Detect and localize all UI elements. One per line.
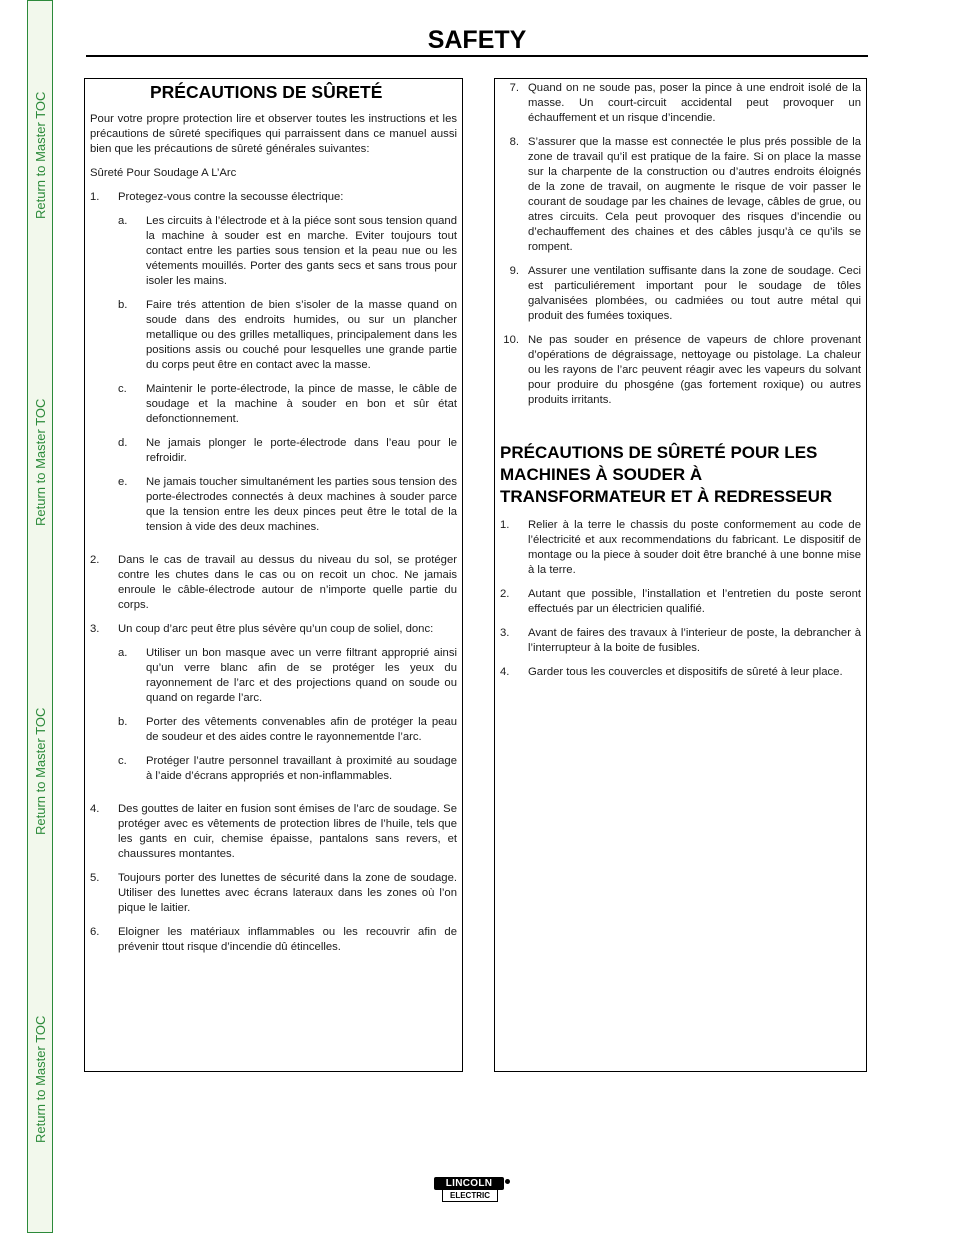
- sub-item-text: Utiliser un bon masque avec un verre filtrant approprié ainsi qu’un verre blanc afin de se protéger les yeux du rayonnement de l’arc et des projections quand on soude ou quand on regarde l’arc.: [146, 647, 457, 704]
- item-number: 3.: [500, 627, 510, 639]
- item-body: [118, 925, 457, 955]
- item-text: Un coup d’arc peut être plus sévère qu’un coup de soliel, donc:: [118, 623, 434, 635]
- sub-item-letter: e.: [118, 476, 128, 488]
- item-number: 5.: [90, 872, 100, 884]
- sub-item-letter: a.: [118, 647, 128, 659]
- subsection-title: Sûreté Pour Soudage A L’Arc: [90, 167, 237, 179]
- item-text: Ne pas souder en présence de vapeurs de chlore provenant d’opérations de dégraissage, nettoyage ou pistolage. La chaleur ou les rayons de l’arc peuvent réagir avec les vapeurs du solvant pour produire du phosgéne (gas fortement roxique) ou autres produits irritants.: [528, 334, 861, 406]
- item-text: Assurer une ventilation suffisante dans la zone de soudage. Ceci est particuliérement important pour le soudage de tôles galvanisées plombées, ou cadmiées ou tout autre métal qui produit des fumées toxiques.: [528, 265, 861, 322]
- sub-item: [118, 475, 457, 535]
- item-number: 4.: [90, 803, 100, 815]
- list-item: [500, 264, 861, 324]
- list-item: [500, 587, 861, 617]
- list-item: [500, 81, 861, 126]
- item-text: Protegez-vous contre la secousse électrique:: [118, 191, 344, 203]
- sub-item-letter: a.: [118, 215, 128, 227]
- sub-item: [118, 382, 457, 427]
- item-text: Eloigner les matériaux inflammables ou les recouvrir afin de prévenir ttout risque d’incendie dû étincelles.: [118, 926, 457, 953]
- list-item: [500, 135, 861, 255]
- return-to-master-toc-link[interactable]: Return to Master TOC: [33, 398, 48, 526]
- item-text: Autant que possible, l’installation et l’entretien du poste seront effectués par un électricien qualifié.: [528, 588, 861, 615]
- sub-item: [118, 298, 457, 373]
- sub-item: [118, 754, 457, 784]
- return-to-master-toc-link[interactable]: Return to Master TOC: [33, 1015, 48, 1143]
- logo-lincoln-text: LINCOLN: [434, 1177, 504, 1190]
- item-number: 2.: [90, 554, 100, 566]
- registered-mark-icon: [505, 1179, 510, 1184]
- item-number: 7.: [509, 82, 519, 94]
- sub-item-text: Protéger l’autre personnel travaillant à proximité au soudage à l’aide d’écrans appropriés et non-inflammables.: [146, 755, 457, 782]
- list-item: [90, 871, 457, 916]
- right-column: [494, 78, 867, 1072]
- item-text: Garder tous les couvercles et dispositifs de sûreté à leur place.: [528, 666, 843, 678]
- sub-item-letter: d.: [118, 437, 128, 449]
- item-number: 8.: [509, 136, 519, 148]
- sub-item-letter: b.: [118, 716, 128, 728]
- item-text: Toujours porter des lunettes de sécurité dans la zone de soudage. Utiliser des lunettes avec écrans lateraux dans les zones où l’on pique le laitier.: [118, 872, 457, 914]
- item-body: [118, 871, 457, 916]
- title-divider: [86, 55, 868, 57]
- item-number: 9.: [509, 265, 519, 277]
- sub-item-text: Faire trés attention de bien s’isoler de la masse quand on soude dans des endroits humides, ou sur un plancher metallique ou des grilles metalliques, principalement dans les positions assis ou couché pour lesquelles une grande partie du corps peut être en contact avec la masse.: [146, 299, 457, 371]
- sub-item-text: Maintenir le porte-électrode, la pince de masse, le câble de soudage et la machine à souder en bon et sûr état defonctionnement.: [146, 383, 457, 425]
- sub-item: [118, 436, 457, 466]
- list-item: [500, 333, 861, 408]
- item-text: Avant de faires des travaux à l’interieur de poste, la debrancher à l’interrupteur à la boite de fusibles.: [528, 627, 861, 654]
- precautions-list-continued: [500, 81, 861, 408]
- intro-paragraph: Pour votre propre protection lire et observer toutes les instructions et les précautions de sûreté specifiques qui parraissent dans ce manuel aussi bien que les précautions de sûreté générales suivantes:: [90, 113, 457, 155]
- page-title: SAFETY: [427, 26, 527, 54]
- item-number: 3.: [90, 623, 100, 635]
- return-to-master-toc-link[interactable]: Return to Master TOC: [33, 91, 48, 219]
- sub-item-letter: c.: [118, 383, 127, 395]
- section-heading-transformer: PRÉCAUTIONS DE SÛRETÉ POUR LES MACHINES À SOUDER À TRANSFORMATEUR ET À REDRESSEUR: [500, 443, 833, 506]
- item-text: Dans le cas de travail au dessus du niveau du sol, se protéger contre les chutes dans le cas ou on recoit un choc. Ne jamais enroule le câble-électrode autour de n’importe quelle partie du corps.: [118, 554, 457, 611]
- precautions-list: [90, 190, 457, 955]
- toc-sidebar: [27, 0, 53, 1233]
- item-body: [118, 553, 457, 613]
- list-item: [500, 665, 861, 680]
- item-number: 6.: [90, 926, 100, 938]
- item-number: 1.: [500, 519, 510, 531]
- item-body: [118, 190, 457, 544]
- list-item: [90, 925, 457, 955]
- list-item: [500, 518, 861, 578]
- sub-item-text: Ne jamais toucher simultanément les parties sous tension des porte-électrodes connectés à deux machines à souder parce que la tension entre les deux pinces peut être le total de la tension à vide des deux machines.: [146, 476, 457, 533]
- item-number: 1.: [90, 191, 100, 203]
- sub-item-letter: b.: [118, 299, 128, 311]
- lincoln-electric-logo: [434, 1177, 510, 1203]
- sub-item: [118, 214, 457, 289]
- item-text: Des gouttes de laiter en fusion sont émises de l’arc de soudage. Se protéger avec es vêtements de protection libres de l’huile, tels que les gants en cuir, chemise épaisse, pantalons sans revers, et chaussures montantes.: [118, 803, 457, 860]
- item-text: Relier à la terre le chassis du poste conformement au code de l’électricité et aux recommendations du fabricant. Le dispositif de montage ou la piece à souder doit être branché à une bonne mise à la terre.: [528, 519, 861, 576]
- item-number: 4.: [500, 666, 510, 678]
- sub-item: [118, 646, 457, 706]
- item-body: [118, 622, 457, 793]
- item-text: Quand on ne soude pas, poser la pince à une endroit isolé de la masse. Un court-circuit accidental peut provoquer un échauffement et un risque d’incendie.: [528, 82, 861, 124]
- item-number: 10.: [503, 334, 519, 346]
- section-heading: PRÉCAUTIONS DE SÛRETÉ: [150, 82, 383, 102]
- item-text: S’assurer que la masse est connectée le plus prés possible de la zone de travail qu’il est pratique de la faire. Si on place la masse sur la charpente de la construction ou d’autres endroits éloignés de la zone de travail, on augmente le risque de voir passer le courant de soudage par les chaines de levage, câbles de grue, ou atres circuits. Cela peut provoquer des risques d’incendie ou d’echauffement des chaines et des câbles jusqu’à ce qu’ils se rompent.: [528, 136, 861, 253]
- sub-item-text: Les circuits à l’électrode et à la piéce sont sous tension quand la machine à souder est en marche. Eviter toujours tout contact entre les parties sous tension et la peau nue ou les vétements mouillés. Porter des gants secs et sans trous pour isoler les mains.: [146, 215, 457, 287]
- list-item: [500, 626, 861, 656]
- sub-item-letter: c.: [118, 755, 127, 767]
- return-to-master-toc-link[interactable]: Return to Master TOC: [33, 707, 48, 835]
- sub-item: [118, 715, 457, 745]
- left-column: [84, 78, 463, 1072]
- logo-electric-text: ELECTRIC: [442, 1190, 498, 1202]
- list-item: [90, 802, 457, 862]
- list-item: [90, 553, 457, 613]
- item-body: [118, 802, 457, 862]
- item-number: 2.: [500, 588, 510, 600]
- list-item: [90, 622, 457, 793]
- transformer-precautions-list: [500, 518, 861, 680]
- sub-item-text: Ne jamais plonger le porte-électrode dans l’eau pour le refroidir.: [146, 437, 457, 464]
- list-item: [90, 190, 457, 544]
- sub-item-text: Porter des vêtements convenables afin de protéger la peau de soudeur et des aides contre le rayonnementde l’arc.: [146, 716, 457, 743]
